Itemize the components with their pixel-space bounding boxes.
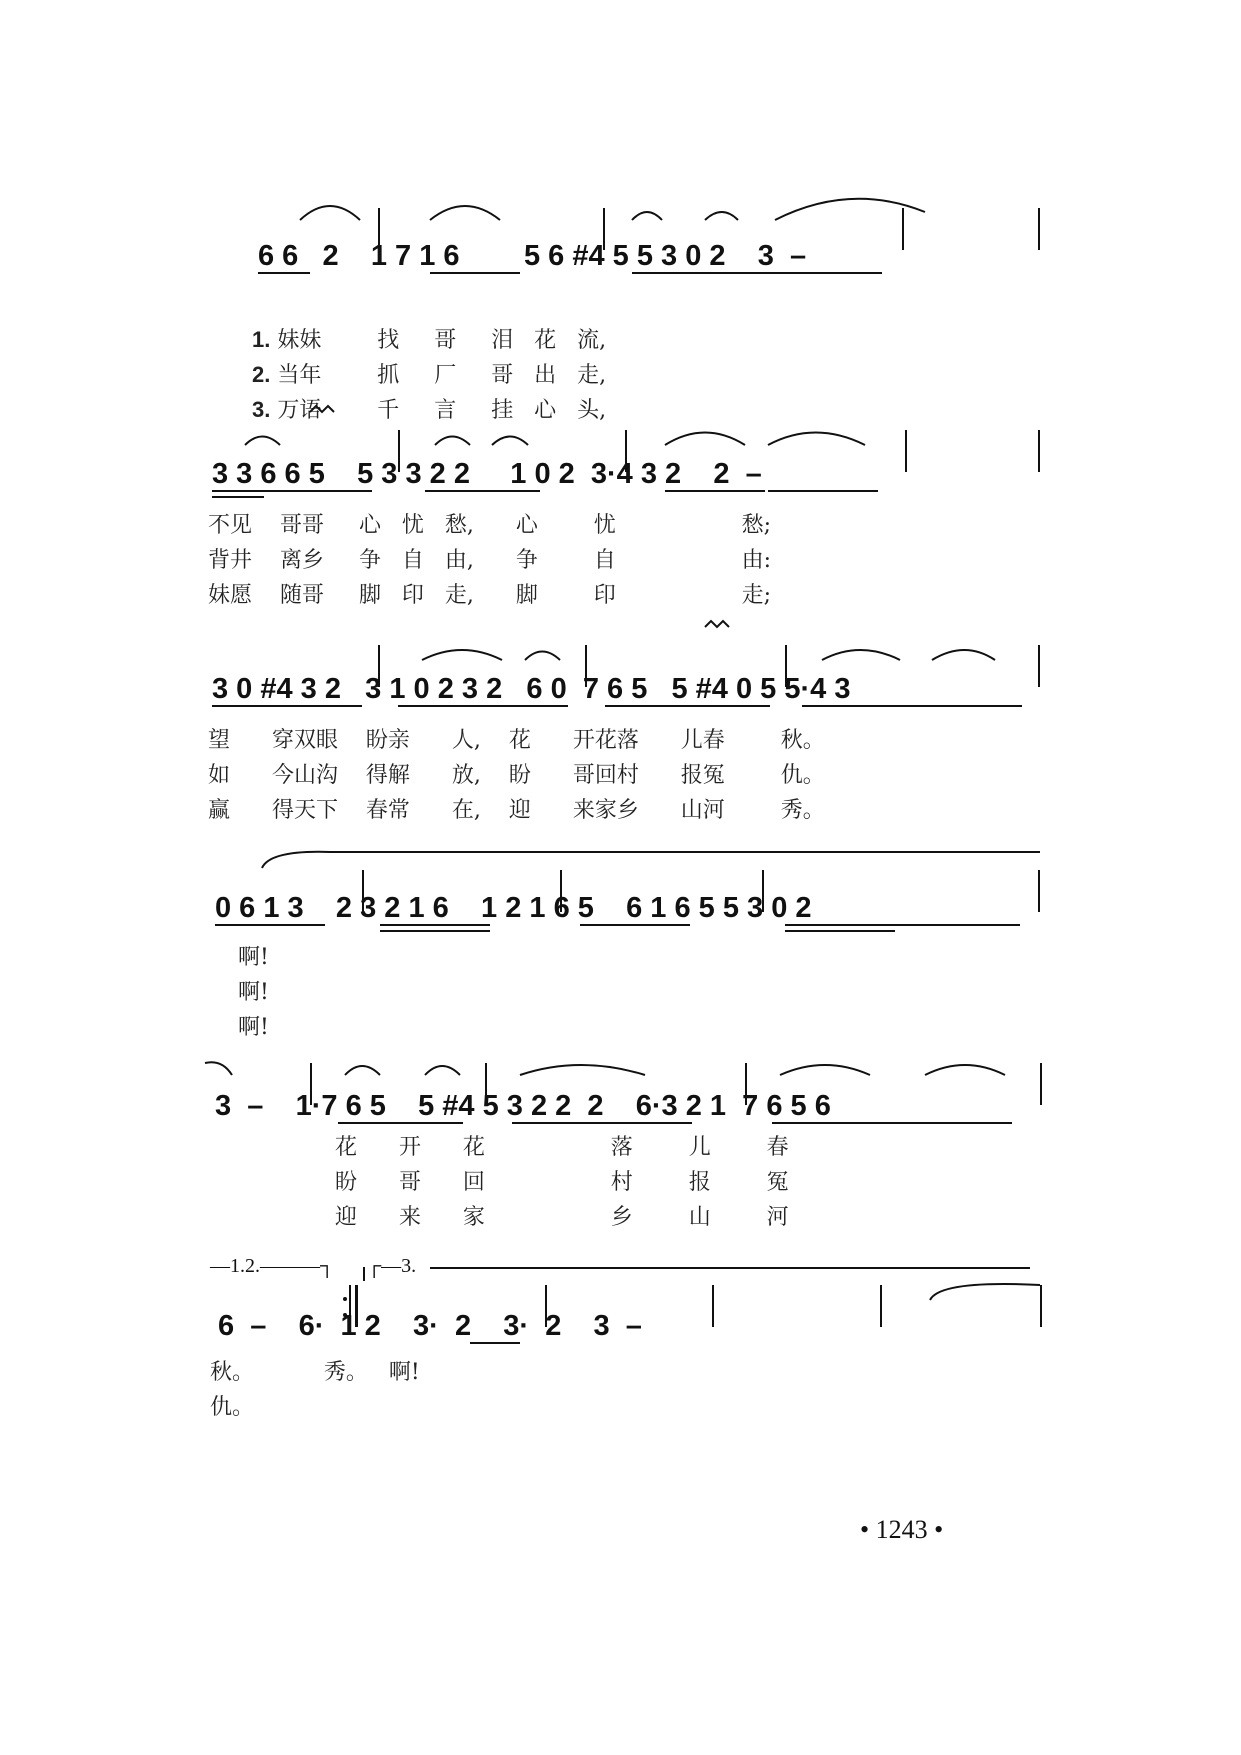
staff-system-1 [0, 190, 1241, 423]
page-number: • 1243 • [860, 1515, 944, 1544]
verse-1-line-3: 望 穿双眼 盼亲 人, 花 开花落 儿春 秋。 [208, 728, 825, 753]
verse-1-line-6: 秋。 秀。 啊! [210, 1360, 420, 1385]
verse-2-line-5: 盼 哥 回 村 报 冤 [335, 1170, 789, 1195]
volta-bracket-2: ┌—3. [367, 1255, 417, 1277]
notation-line-5: 3 – 1·7 6 5 5 #4 5 3 2 2 2 6·3 2 1 7 6 5 6 [215, 1090, 831, 1122]
verse-2-line-2: 背井 离乡 争 自 由, 争 自 由: [208, 548, 772, 573]
volta-bracket-1: —1.2.———┐ [210, 1255, 335, 1277]
staff-system-3 [0, 615, 1241, 823]
verse-3-line-5: 迎 来 家 乡 山 河 [335, 1205, 789, 1230]
verse-2-line-3: 如 今山沟 得解 放, 盼 哥回村 报冤 仇。 [208, 763, 825, 788]
staff-system-4 [0, 840, 1241, 1040]
staff-system-5 [0, 1045, 1241, 1245]
verse-1-line-1: 1. 妹妹 找 哥 泪 花 流, [251, 327, 607, 353]
notation-line-3: 3 0 #4 3 2 3 1 0 2 3 2 6 0 7 6 5 5 #4 0 5 5·4 3 [212, 673, 851, 705]
verse-2-line-1: 2. 当年 抓 厂 哥 出 走, [251, 362, 607, 388]
verse-2-line-6: 仇。 [210, 1395, 255, 1420]
notation-line-2: 3 3 6 6 5 5 3 3 2 2 1 0 2 3·4 3 2 2 – [212, 458, 762, 490]
ties-system-1 [0, 190, 1241, 370]
ties-system-4 [0, 840, 1241, 1040]
verse-1-line-4: 啊! [238, 945, 269, 970]
verse-3-line-4: 啊! [238, 1015, 269, 1040]
staff-system-6 [0, 1245, 1241, 1425]
verse-1-line-2: 不见 哥哥 心 忧 愁, 心 忧 愁; [208, 513, 772, 538]
barline [1038, 208, 1040, 250]
verse-2-line-4: 啊! [238, 980, 269, 1005]
notation-line-1: 6 6 2 1 7 1 6 5 6 #4 5 5 3 0 2 3 – [258, 240, 807, 272]
barline [902, 208, 904, 250]
verse-1-line-5: 花 开 花 落 儿 春 [335, 1135, 789, 1160]
notation-line-4: 0 6 1 3 2 3 2 1 6 1 2 1 6 5 6 1 6 5 5 3 0 2 [215, 892, 812, 924]
verse-3-line-3: 赢 得天下 春常 在, 迎 来家乡 山河 秀。 [208, 798, 825, 823]
verse-3-line-2: 妹愿 随哥 脚 印 走, 脚 印 走; [208, 583, 772, 608]
staff-system-2 [0, 400, 1241, 608]
notation-line-6: 6 – 6· 1 2 3· 2 3· 2 3 – [218, 1310, 642, 1342]
verse-3-line-1: 3. 万语 千 言 挂 心 头, [251, 397, 607, 423]
